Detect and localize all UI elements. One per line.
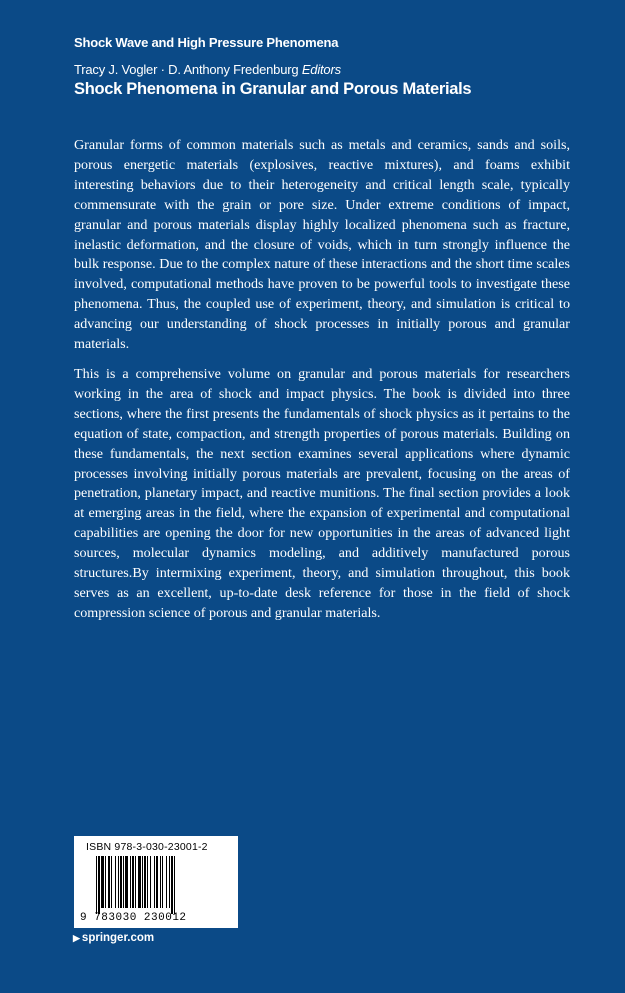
blurb-paragraph-2: This is a comprehensive volume on granular and porous materials for researchers working in the area of shock and impact physics. The book is divided into three sections, where the first presents the fundamentals of shock physics as it pertains to the equation of state, compaction, and strength properties of porous materials. Building on these fundamentals, the next section examines several applications where dynamic processes involving initially porous materials are prevalent, focusing on the areas of penetration, planetary impact, and reactive munitions. The final section provides a look at emerging areas in the field, where the expansion of experimental and computational capabilities are opening the door for new opportunities in the areas of advanced light sources, molecular dynamics modeling, and additively manufactured porous structures.By intermixing experiment, theory, and simulation throughout, this book serves as an excellent, up-to-date desk reference for those in the field of shock compression science of porous and granular materials. (74, 365, 570, 621)
barcode-bar (115, 856, 116, 908)
publisher-url: springer.com (81, 932, 155, 944)
barcode-bar (111, 856, 112, 908)
book-title: Shock Phenomena in Granular and Porous Materials (74, 80, 472, 98)
barcode-bar (160, 856, 161, 908)
barcode-bar (138, 856, 141, 908)
barcode-bar (156, 856, 158, 908)
barcode-bar (169, 856, 170, 908)
editor-names: Tracy J. Vogler · D. Anthony Fredenburg (74, 62, 299, 77)
barcode-bar (166, 856, 167, 908)
barcode-bar (123, 856, 124, 908)
blurb-paragraph-1: Granular forms of common materials such as metals and ceramics, sands and soils, porous energetic materials (explosives, reactive mixtures), and foams exhibit interesting behaviors due to their heterogeneity and critical length scale, typically commensurate with the grain or pore size. Under extreme conditions of impact, granular and porous materials display highly localized phenomena such as fracture, inelastic deformation, and the closure of voids, which in turn strongly influence the bulk response. Due to the complex nature of these interactions and the short time scales involved, computational methods have proven to be powerful tools to investigate these phenomena. Thus, the coupled use of experiment, theory, and simulation is critical to advancing our understanding of shock processes in initially porous and granular materials. (74, 137, 570, 353)
barcode-bar (96, 856, 97, 914)
barcode-bar (144, 856, 146, 908)
barcode-bar (125, 856, 128, 908)
arrow-icon: ▶ (73, 933, 80, 943)
barcode-bar (132, 856, 134, 908)
barcode-bar (130, 856, 131, 908)
barcode-bar (101, 856, 104, 908)
barcode-bar (171, 856, 173, 914)
barcode-bar (98, 856, 100, 914)
isbn-barcode (74, 836, 238, 928)
barcode-bar (162, 856, 163, 908)
barcode-bar (174, 856, 175, 914)
barcode-bar (135, 856, 136, 908)
editors-line (74, 62, 341, 77)
barcode-bar (118, 856, 119, 908)
barcode-digits: 9 783030 230012 (80, 912, 187, 924)
barcode-bar (142, 856, 143, 908)
barcode-bar (147, 856, 148, 908)
barcode-bar (154, 856, 155, 908)
barcode-bar (108, 856, 110, 908)
publisher-link[interactable] (73, 932, 154, 944)
series-title: Shock Wave and High Pressure Phenomena (74, 35, 339, 50)
back-cover-blurb (74, 136, 570, 634)
editors-role: Editors (301, 62, 341, 77)
barcode-bar (150, 856, 151, 908)
barcode-bar (120, 856, 122, 908)
barcode-bar (105, 856, 106, 908)
isbn-label: ISBN 978-3-030-23001-2 (86, 841, 208, 853)
